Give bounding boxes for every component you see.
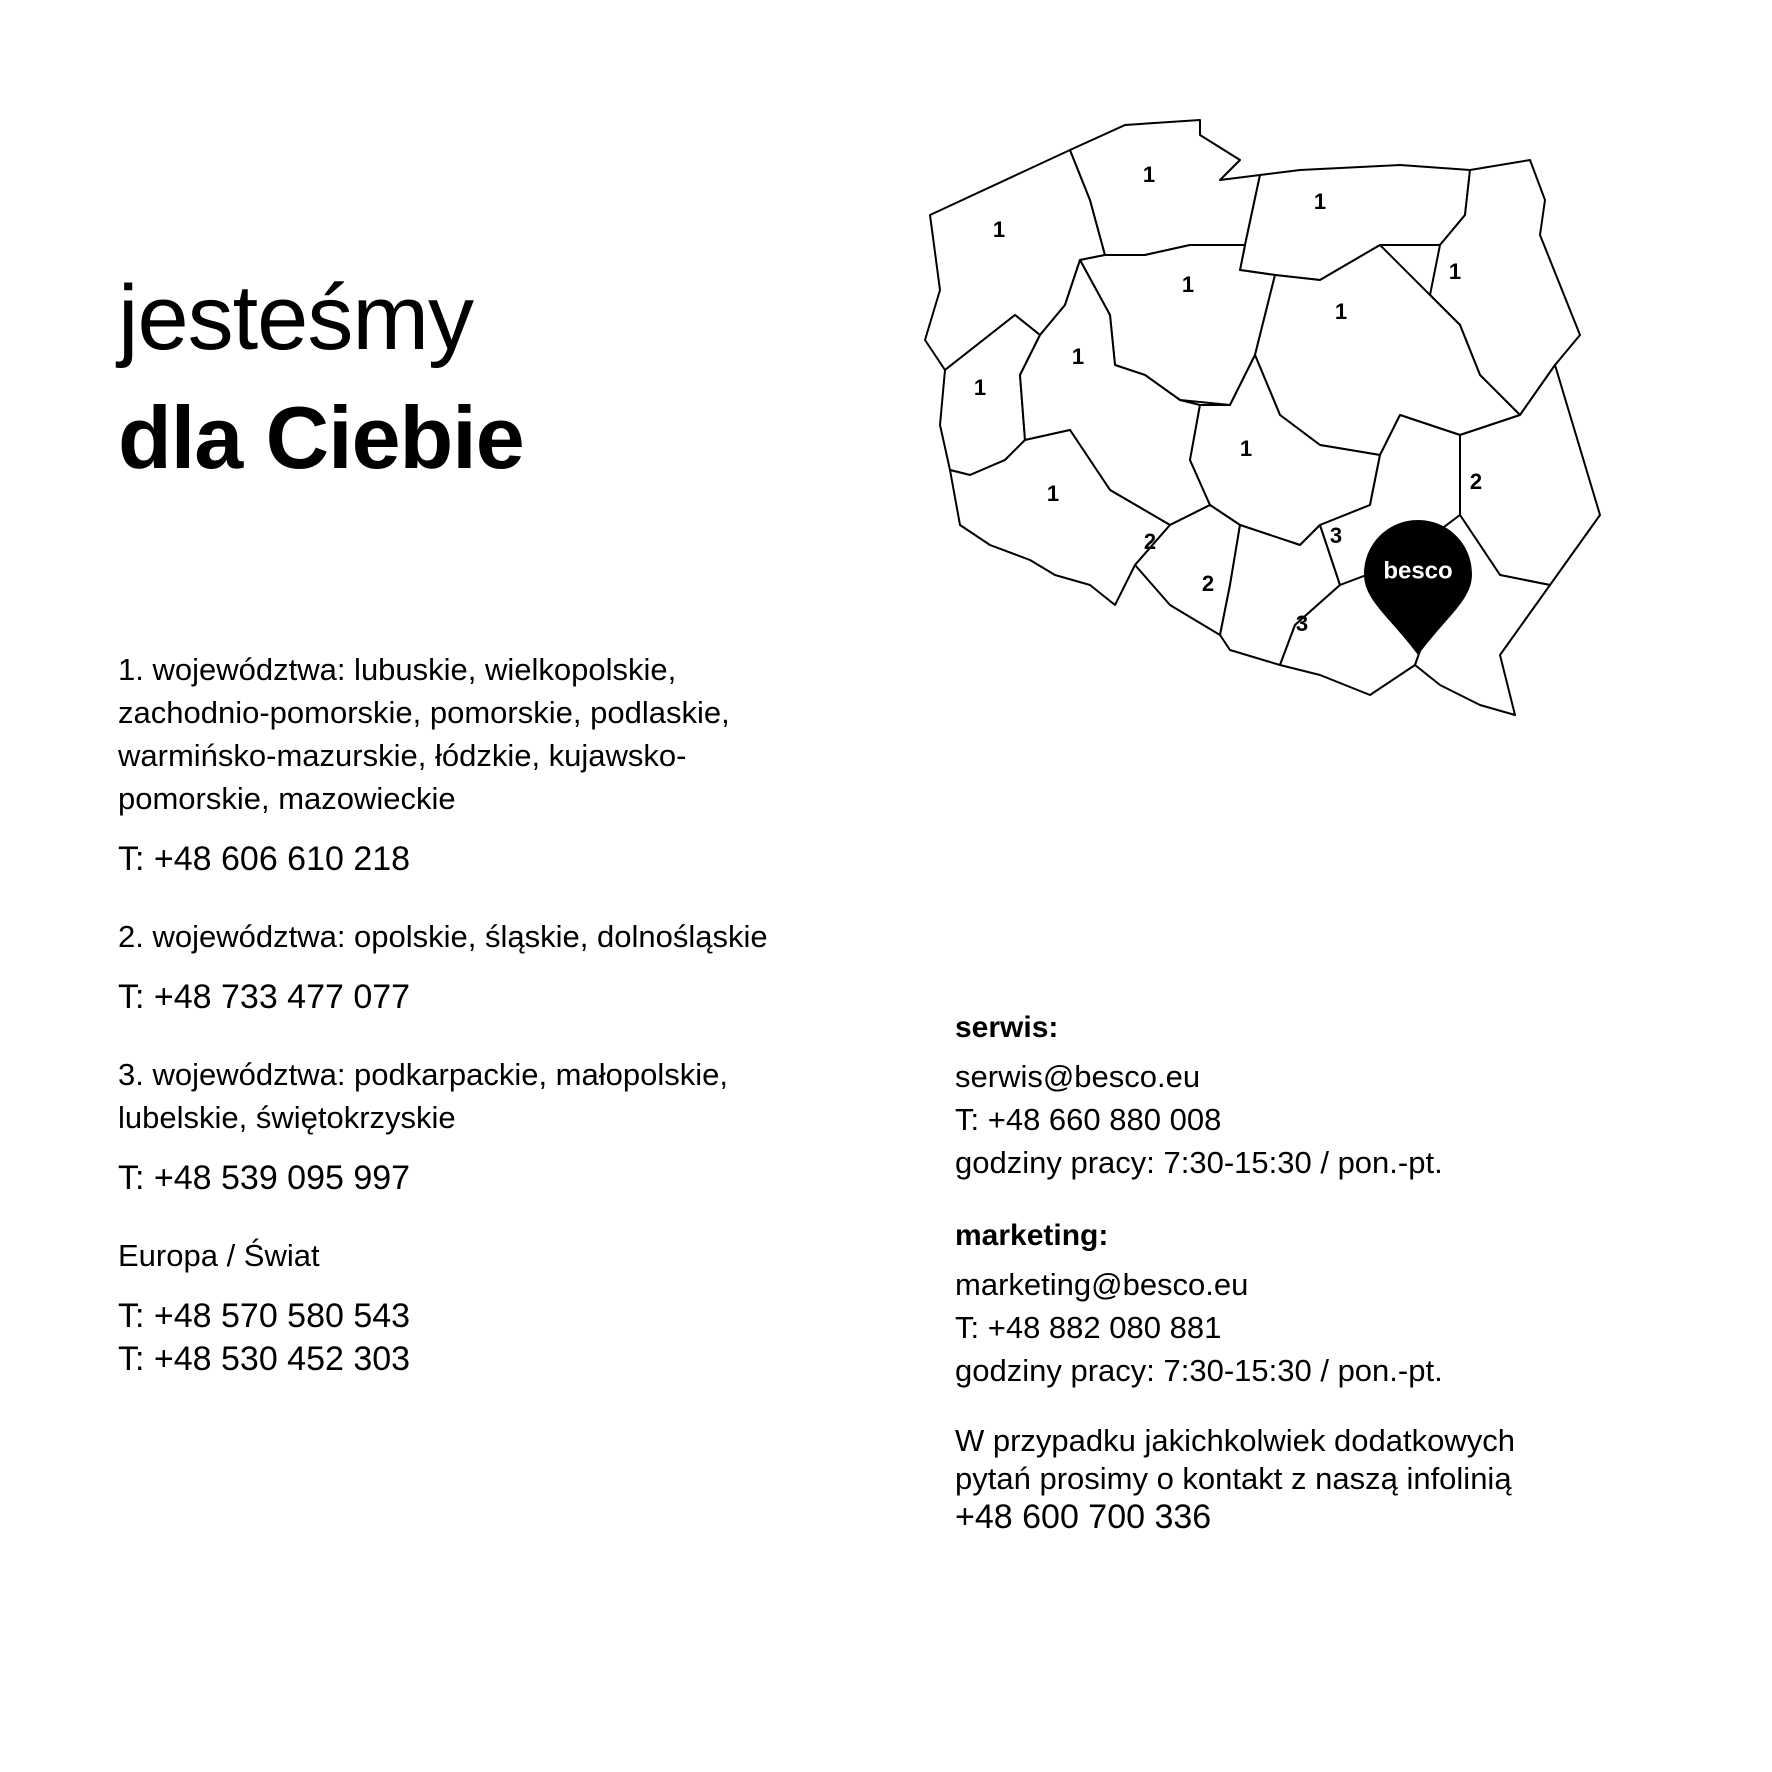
- world-phone-1[interactable]: T: +48 570 580 543: [118, 1297, 411, 1335]
- contact-2-line: 2. województwa: opolskie, śląskie, dolnośląskie: [118, 919, 768, 954]
- region-label: 1: [1313, 188, 1327, 214]
- contact-3-phone[interactable]: T: +48 539 095 997: [118, 1159, 411, 1197]
- service-phone[interactable]: T: +48 660 880 008: [955, 1102, 1222, 1137]
- region-pomorskie: [1070, 120, 1260, 255]
- region-label: 3: [1295, 610, 1309, 636]
- region-label: 1: [1046, 480, 1060, 506]
- contact-3-line: lubelskie, świętokrzyskie: [118, 1100, 456, 1135]
- service-email[interactable]: serwis@besco.eu: [955, 1059, 1201, 1094]
- service-title: serwis:: [955, 1011, 1059, 1044]
- contact-1-line: pomorskie, mazowieckie: [118, 781, 456, 816]
- region-label: 1: [1071, 343, 1085, 369]
- region-label: 1: [1448, 258, 1462, 284]
- contact-group-3: [118, 1053, 878, 1200]
- region-label: 1: [1181, 271, 1195, 297]
- service-block: [955, 1006, 1715, 1184]
- world-label: Europa / Świat: [118, 1238, 320, 1273]
- contact-group-2: [118, 915, 878, 1019]
- contact-1-phone[interactable]: T: +48 606 610 218: [118, 840, 411, 878]
- marketing-block: [955, 1214, 1715, 1392]
- contact-1-line: warmińsko-mazurskie, łódzkie, kujawsko-: [118, 738, 687, 773]
- contact-group-1: [118, 648, 878, 881]
- region-label: 1: [992, 216, 1006, 242]
- world-phone-2[interactable]: T: +48 530 452 303: [118, 1340, 411, 1378]
- hotline-note: [955, 1422, 1715, 1536]
- marketing-title: marketing:: [955, 1219, 1109, 1252]
- region-label: 2: [1469, 468, 1483, 494]
- note-line: pytań prosimy o kontakt z naszą infolinią: [955, 1461, 1512, 1496]
- region-label: 3: [1329, 522, 1343, 548]
- service-hours: godziny pracy: 7:30-15:30 / pon.-pt.: [955, 1145, 1443, 1180]
- region-label: 1: [1142, 161, 1156, 187]
- marketing-phone[interactable]: T: +48 882 080 881: [955, 1310, 1222, 1345]
- note-line: W przypadku jakichkolwiek dodatkowych: [955, 1423, 1515, 1458]
- poland-regions-map: [900, 105, 1680, 825]
- region-label: 1: [1334, 298, 1348, 324]
- region-label: 1: [1239, 435, 1253, 461]
- region-label: 2: [1143, 528, 1157, 554]
- contact-group-world: [118, 1234, 878, 1381]
- heading-line1: jesteśmy: [118, 267, 473, 369]
- heading-line2: dla Ciebie: [118, 388, 524, 487]
- contact-2-phone[interactable]: T: +48 733 477 077: [118, 978, 411, 1016]
- support-contacts: [955, 1006, 1715, 1536]
- region-label: 2: [1201, 570, 1215, 596]
- contact-1-line: 1. województwa: lubuskie, wielkopolskie,: [118, 652, 677, 687]
- region-label: 1: [973, 374, 987, 400]
- regional-contacts: [118, 648, 878, 1381]
- pin-logo: besco: [1383, 557, 1453, 585]
- marketing-email[interactable]: marketing@besco.eu: [955, 1267, 1249, 1302]
- contact-3-line: 3. województwa: podkarpackie, małopolskie,: [118, 1057, 728, 1092]
- marketing-hours: godziny pracy: 7:30-15:30 / pon.-pt.: [955, 1353, 1443, 1388]
- region-outlines: [925, 120, 1600, 715]
- note-phone[interactable]: +48 600 700 336: [955, 1498, 1212, 1536]
- contact-1-line: zachodnio-pomorskie, pomorskie, podlaskie,: [118, 695, 730, 730]
